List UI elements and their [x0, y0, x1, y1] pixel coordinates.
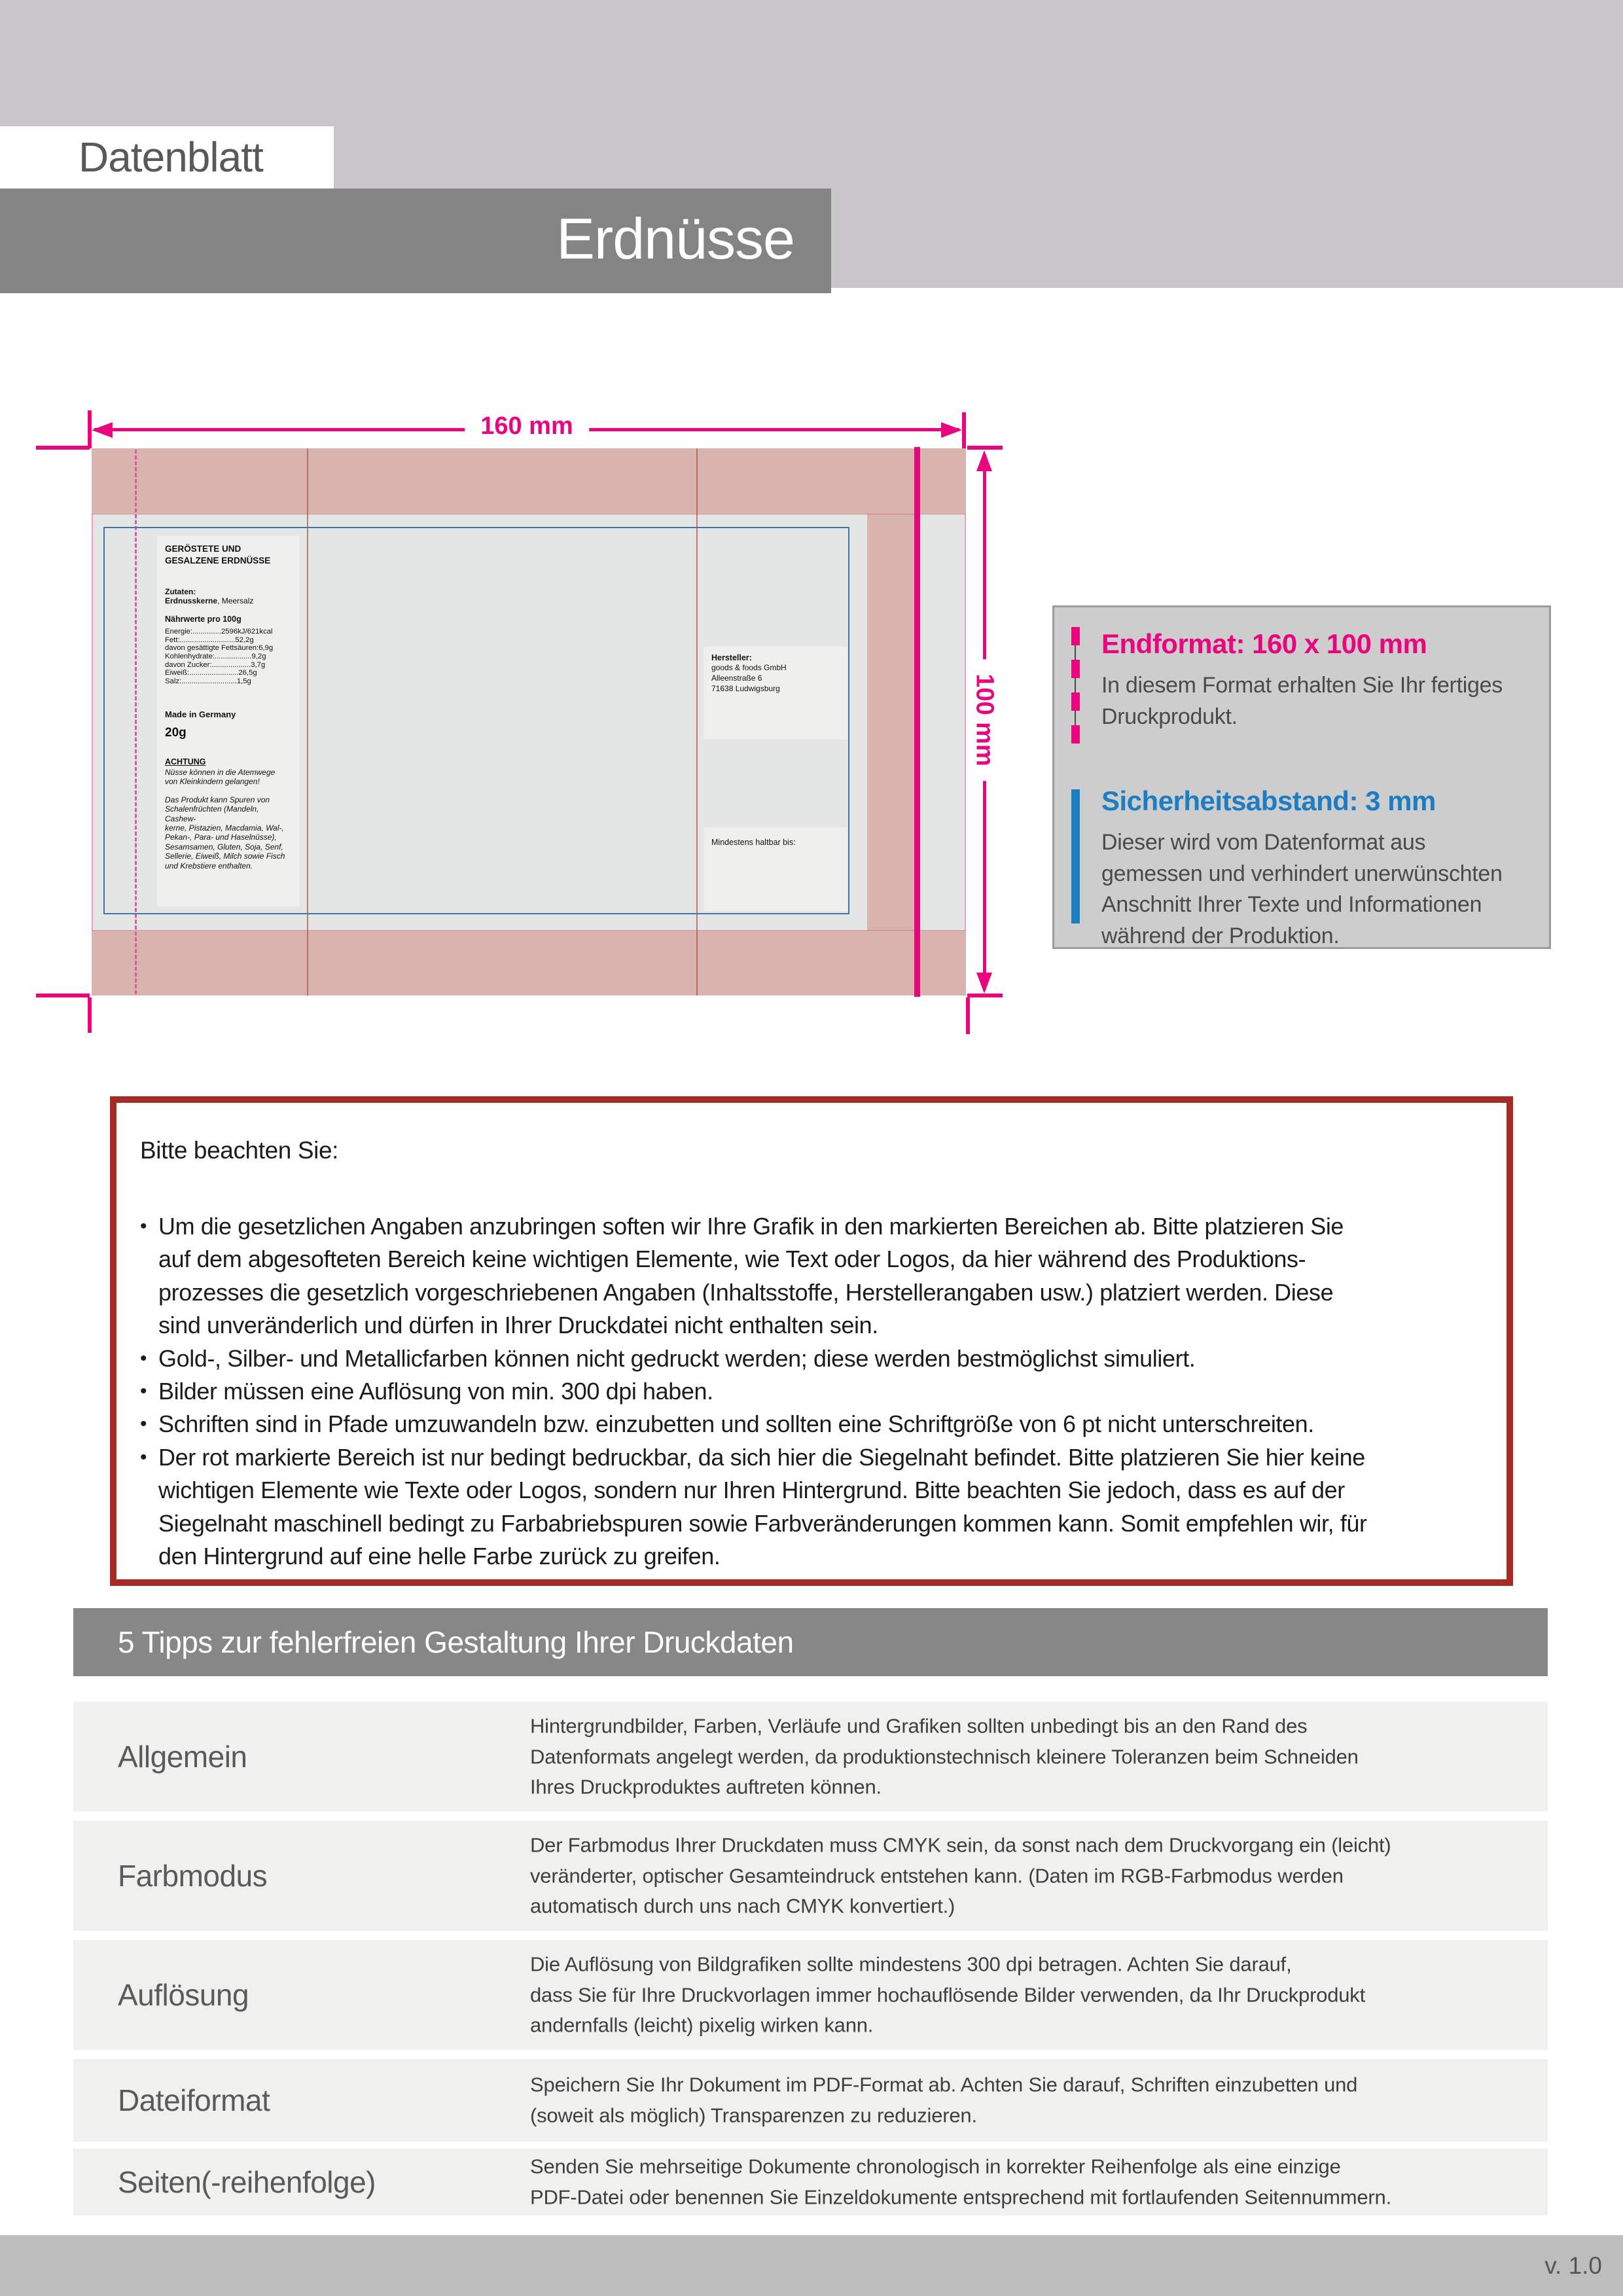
- hersteller-heading: Hersteller:: [711, 653, 752, 662]
- height-dimension-label: 100 mm: [971, 659, 999, 781]
- notes-bullet: [140, 1375, 1483, 1408]
- sicherheitsabstand-title: Sicherheitsabstand: 3 mm: [1101, 785, 1436, 816]
- seal-band-right-strip: [867, 514, 914, 931]
- sicherheitsabstand-body: Dieser wird vom Datenformat aus gemessen und verhindert unerwünschten Anschnitt Ihrer Texte und Informationen während der Produktion.: [1101, 830, 1503, 948]
- nutrition-line: Energie:..............2596kJ/621kcal: [165, 628, 273, 636]
- zutaten-line: [165, 596, 292, 605]
- width-dim-tick-right: [962, 412, 966, 448]
- seal-band-top: [92, 448, 966, 514]
- tip-title: Auflösung: [118, 1978, 249, 2012]
- tip-row-farbmodus: [73, 1821, 1548, 1931]
- doc-type-label: Datenblatt: [79, 134, 263, 181]
- zutaten-bold: Erdnusskerne: [165, 596, 218, 606]
- footer-bar: [0, 2235, 1623, 2296]
- tip-body: Der Farbmodus Ihrer Druckdaten muss CMYK sein, da sonst nach dem Druckvorgang ein (leicht) veränderter, optischer Gesamteindruck entstehen kann. (Daten im RGB-Farbmodus werden automatisch durch uns nach CMYK konvertiert.): [530, 1833, 1391, 1918]
- tip-title: Dateiformat: [118, 2083, 270, 2117]
- tip-body: Die Auflösung von Bildgrafiken sollte mindestens 300 dpi betragen. Achten Sie darauf, dass Sie für Ihre Druckvorlagen immer hochauflösende Bilder verwenden, da Ihr Druckprodukt andernfalls (leicht) pixelig wirken kann.: [530, 1952, 1366, 2037]
- tip-row-dateiformat: [73, 2059, 1548, 2142]
- endformat-dash-sample-icon: [1071, 627, 1080, 744]
- fold-line-bottom: [92, 930, 966, 931]
- format-info-panel: [1052, 605, 1551, 949]
- tip-body: Senden Sie mehrseitige Dokumente chronologisch in korrekter Reihenfolge als eine einzige PDF-Datei oder benennen Sie Einzeldokumente entsprechend mit fortlaufenden Seitennummern.: [530, 2155, 1391, 2208]
- safety-bar-sample-icon: [1071, 789, 1080, 924]
- label-text-box: [157, 535, 300, 906]
- best-before-text: Mindestens haltbar bis:: [711, 838, 796, 847]
- notes-bullet: [140, 1408, 1483, 1441]
- tip-row-aufloesung: [73, 1940, 1548, 2050]
- version-label: v. 1.0: [1544, 2252, 1602, 2279]
- zutaten-rest: , Meersalz: [217, 596, 254, 606]
- naehrwerte-heading: Nährwerte pro 100g: [165, 615, 241, 624]
- notes-bullet: [140, 1441, 1483, 1573]
- notes-heading: Bitte beachten Sie:: [140, 1137, 338, 1164]
- doc-type-box: [0, 126, 334, 188]
- notes-bullet-text: Um die gesetzlichen Angaben anzubringen soften wir Ihre Grafik in den markierten Bereichen ab. Bitte platzieren Sie auf dem abgesofteten Bereich keine wichtigen Elemente, wie Text oder Logos, da hier während des Produktions- prozesses die gesetzlich vorgeschriebenen Angaben (Inhaltsstoffe, Herstellerangaben usw.) platziert werden. Diese sind unveränderlich und dürfen in Ihrer Druckdatei nicht enthalten sein.: [158, 1213, 1344, 1339]
- endformat-body: In diesem Format erhalten Sie Ihr fertiges Druckprodukt.: [1101, 673, 1503, 729]
- cropmark-bottom-left-v: [88, 997, 92, 1033]
- tip-title: Seiten(-reihenfolge): [118, 2165, 376, 2199]
- width-dim-tick-left: [88, 410, 92, 448]
- nutrition-line: Eiweiß:........................26,5g: [165, 669, 257, 677]
- tip-row-allgemein: [73, 1702, 1548, 1812]
- achtung-heading: ACHTUNG: [165, 757, 206, 766]
- cropmark-bottom-right-h: [967, 994, 1003, 997]
- notes-bullet-text: Gold-, Silber- und Metallicfarben können nicht gedruckt werden; diese werden bestmöglichst simuliert.: [158, 1344, 1196, 1372]
- endformat-title: Endformat: 160 x 100 mm: [1101, 628, 1427, 659]
- cropmark-top-right: [967, 446, 1003, 450]
- tip-title: Allgemein: [118, 1740, 247, 1774]
- tips-header-bar: [73, 1608, 1548, 1676]
- bullet-icon: •: [140, 1347, 147, 1369]
- tip-body: Speichern Sie Ihr Dokument im PDF-Format ab. Achten Sie darauf, Schriften einzubetten und (soweit als möglich) Transparenzen zu reduzieren.: [530, 2073, 1358, 2126]
- cropmark-bottom-left-h: [36, 994, 90, 997]
- bullet-icon: •: [140, 1446, 147, 1468]
- product-title: Erdnüsse: [556, 206, 794, 271]
- notes-bullet-text: Der rot markierte Bereich ist nur bedingt bedruckbar, da sich hier die Siegelnaht befindet. Bitte platzieren Sie hier keine wichtigen Elemente wie Texte oder Logos, sondern nur Ihren Hintergrund. Bitte beachten Sie jedoch, dass es auf der Siegelnaht maschinell bedingt zu Farbabriebspuren sowie Farbveränderungen kommen kann. Somit empfehlen wir, für den Hintergrund auf eine helle Farbe zurück zu greifen.: [158, 1443, 1367, 1570]
- bullet-icon: •: [140, 1413, 147, 1435]
- made-in-germany: Made in Germany: [165, 709, 236, 719]
- tips-heading: 5 Tipps zur fehlerfreien Gestaltung Ihrer Druckdaten: [118, 1625, 794, 1659]
- notes-bullet-text: Schriften sind in Pfade umzuwandeln bzw. einzubetten und sollten eine Schriftgröße von 6 pt nicht unterschreiten.: [158, 1410, 1314, 1438]
- hersteller-address: goods & foods GmbH Alleenstraße 6 71638 Ludwigsburg: [711, 663, 787, 694]
- net-weight: 20g: [165, 725, 187, 740]
- manufacturer-box: [704, 647, 847, 740]
- notes-list: [140, 1210, 1483, 1573]
- cropmark-top-left: [36, 446, 90, 450]
- allergy-text: Das Produkt kann Spuren von Schalenfrüchten (Mandeln, Cashew- kerne, Pistazien, Macdamia, Wal-, Pekan-, Para- und Haselnüsse), Sesamsamen, Gluten, Soja, Senf, Sellerie, Eiweiß, Milch sowie Fisch und Krebstiere enthalten.: [165, 795, 285, 870]
- product-title-bar: [0, 188, 831, 293]
- bullet-icon: •: [140, 1380, 147, 1402]
- tip-body: Hintergrundbilder, Farben, Verläufe und Grafiken sollten unbedingt bis an den Rand des Datenformats angelegt werden, da produktionstechnisch kleinere Toleranzen beim Schneiden Ihres Druckproduktes auftreten können.: [530, 1714, 1359, 1799]
- tip-row-seitenreihenfolge: [73, 2149, 1548, 2215]
- cropmark-bottom-right-v: [966, 997, 970, 1034]
- seal-band-bottom: [92, 931, 966, 996]
- warning-text: Nüsse können in die Atemwege von Kleinkindern gelangen!: [165, 767, 276, 787]
- arrow-down-icon: [976, 973, 992, 994]
- nutrition-line: Fett:...........................52,2g: [165, 636, 254, 644]
- arrow-right-icon: [941, 422, 962, 438]
- bullet-icon: •: [140, 1215, 147, 1237]
- nutrition-line: Salz:...........................1,5g: [165, 677, 251, 685]
- seal-seam-line: [914, 447, 920, 997]
- notes-box: [110, 1096, 1513, 1586]
- nutrition-line: davon gesättigte Fettsäuren:6,9g: [165, 644, 274, 653]
- zutaten-heading: Zutaten:: [165, 587, 196, 597]
- best-before-box: [704, 827, 847, 911]
- notes-bullet-text: Bilder müssen eine Auflösung von min. 300 dpi haben.: [158, 1377, 713, 1405]
- nutrition-line: Kohlenhydrate:..................9,2g: [165, 653, 266, 661]
- arrow-up-icon: [976, 450, 992, 471]
- width-dimension-label: 160 mm: [465, 412, 589, 440]
- tip-title: Farbmodus: [118, 1859, 268, 1893]
- arrow-left-icon: [92, 422, 113, 438]
- label-title: GERÖSTETE UND GESALZENE ERDNÜSSE: [165, 544, 271, 565]
- notes-bullet: [140, 1342, 1483, 1375]
- notes-bullet: [140, 1210, 1483, 1342]
- nutrition-line: davon Zucker:...................3,7g: [165, 660, 266, 669]
